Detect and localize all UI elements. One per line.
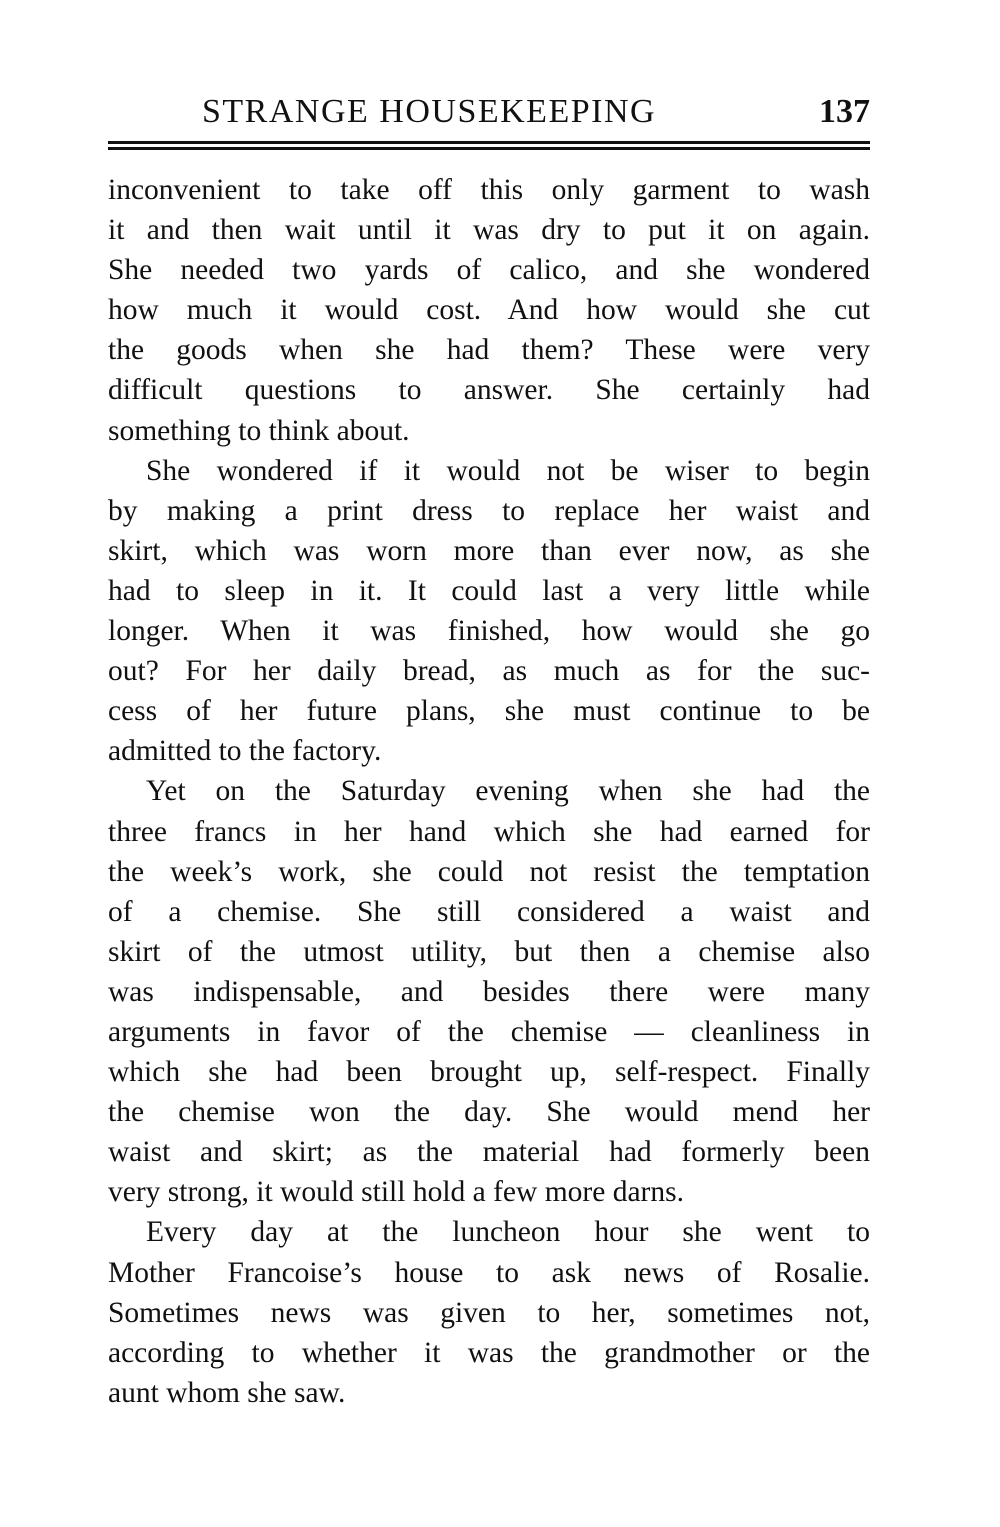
text-line: which she had been brought up, self-respect. Finally xyxy=(108,1056,870,1089)
text-line: how much it would cost. And how would she cut xyxy=(108,294,870,327)
text-line: Yet on the Saturday evening when she had the xyxy=(146,775,870,808)
paragraph-4 xyxy=(108,1212,870,1412)
text-line: it and then wait until it was dry to put it on again. xyxy=(108,214,870,247)
body-text xyxy=(108,170,870,1413)
text-line: difficult questions to answer. She certainly had xyxy=(108,374,870,407)
text-line: Every day at the luncheon hour she went to xyxy=(146,1216,870,1249)
text-line: had to sleep in it. It could last a very little while xyxy=(108,574,870,607)
text-line: aunt whom she saw. xyxy=(108,1376,346,1409)
text-line: very strong, it would still hold a few more darns. xyxy=(108,1176,684,1209)
text-line: out? For her daily bread, as much as for the suc- xyxy=(108,655,870,688)
paragraph-2 xyxy=(108,451,870,772)
text-line: longer. When it was finished, how would she go xyxy=(108,615,870,648)
text-line: admitted to the factory. xyxy=(108,735,382,768)
page-header xyxy=(108,84,870,136)
page-number: 137 xyxy=(819,93,870,130)
text-line: the chemise won the day. She would mend her xyxy=(108,1096,870,1129)
text-line: Sometimes news was given to her, sometimes not, xyxy=(108,1296,870,1329)
text-line: She wondered if it would not be wiser to begin xyxy=(146,454,870,487)
text-line: She needed two yards of calico, and she wondered xyxy=(108,254,870,287)
text-line: according to whether it was the grandmother or the xyxy=(108,1336,870,1369)
text-line: skirt of the utmost utility, but then a chemise also xyxy=(108,935,870,968)
book-page xyxy=(108,84,870,1409)
text-line: Mother Francoise’s house to ask news of Rosalie. xyxy=(108,1256,870,1289)
text-line: by making a print dress to replace her waist and xyxy=(108,494,870,527)
running-head: STRANGE HOUSEKEEPING xyxy=(202,93,657,130)
text-line: inconvenient to take off this only garment to wash xyxy=(108,174,870,206)
text-line: of a chemise. She still considered a waist and xyxy=(108,895,870,928)
text-line: the goods when she had them? These were very xyxy=(108,334,870,367)
text-line: arguments in favor of the chemise — cleanliness in xyxy=(108,1015,870,1048)
header-double-rule xyxy=(108,141,870,150)
text-line: something to think about. xyxy=(108,414,410,447)
text-line: three francs in her hand which she had earned for xyxy=(108,815,870,848)
text-line: waist and skirt; as the material had formerly been xyxy=(108,1136,870,1169)
text-line: the week’s work, she could not resist the temptation xyxy=(108,855,870,888)
paragraph-1 xyxy=(108,170,870,451)
paragraph-3 xyxy=(108,771,870,1212)
text-line: was indispensable, and besides there were many xyxy=(108,975,870,1008)
text-line: skirt, which was worn more than ever now, as she xyxy=(108,534,870,567)
text-line: cess of her future plans, she must continue to be xyxy=(108,695,870,728)
